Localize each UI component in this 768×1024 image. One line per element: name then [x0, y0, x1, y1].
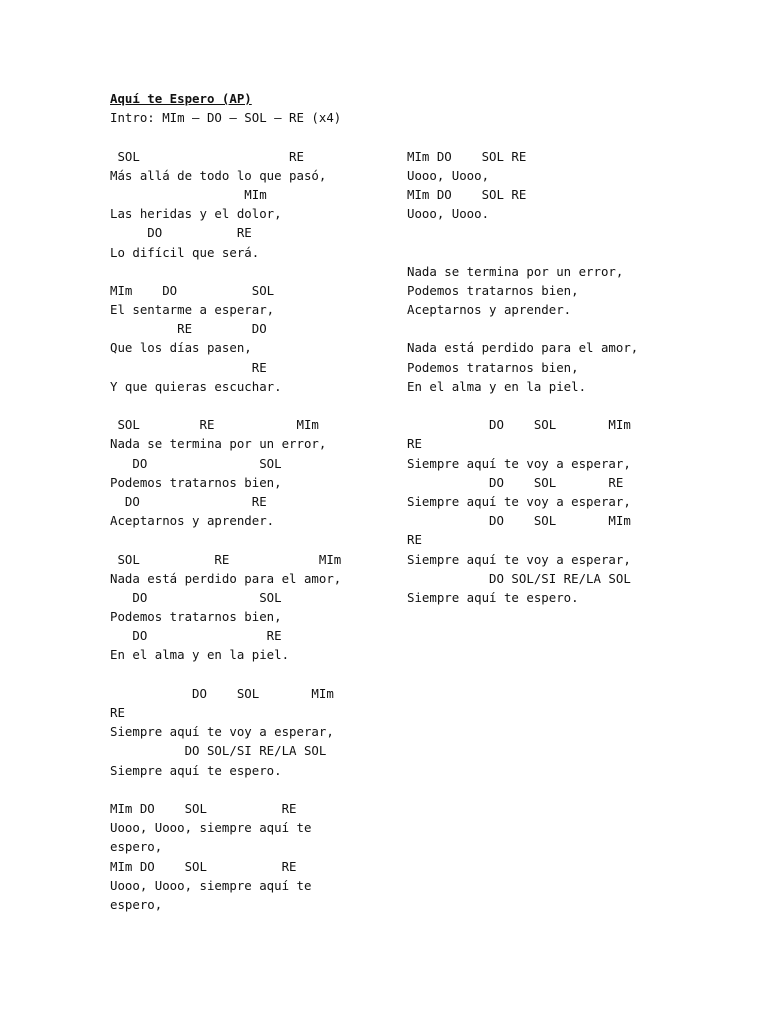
lyric-line: MIm DO SOL RE: [407, 186, 527, 202]
lyric-line: Podemos tratarnos bien,: [407, 359, 579, 375]
blank-line: [110, 262, 400, 281]
lyric-line: MIm DO SOL: [110, 282, 275, 298]
lyric-line: MIm DO SOL RE: [110, 858, 297, 874]
lyric-line: SOL RE MIm: [110, 417, 319, 433]
lyric-line: Más allá de todo lo que pasó,: [110, 167, 327, 183]
chord-line: RE: [407, 436, 422, 452]
chord-line: RE: [407, 532, 422, 548]
chord-line: DO RE: [110, 628, 282, 644]
lyric-line: Nada se termina por un error,: [407, 263, 624, 279]
lyric-line: El sentarme a esperar,: [110, 302, 275, 318]
lyric-line: espero,: [110, 896, 163, 912]
lyric-line: Las heridas y el dolor,: [110, 206, 282, 222]
chord-line: DO SOL: [110, 455, 282, 471]
intro-line: Intro: MIm – DO – SOL – RE (x4): [110, 110, 342, 126]
blank-line: [110, 665, 400, 684]
lyric-line: Podemos tratarnos bien,: [110, 474, 282, 490]
song-title: Aquí te Espero (AP): [110, 91, 252, 106]
right-column: [407, 89, 707, 607]
lyric-line: Lo difícil que será.: [110, 244, 260, 260]
lyric-line: En el alma y en la piel.: [407, 378, 587, 394]
chord-line: DO SOL: [110, 589, 282, 605]
left-lyrics: [110, 127, 400, 914]
chord-line: DO SOL/SI RE/LA SOL: [407, 570, 631, 586]
lyric-line: DO SOL MIm: [110, 685, 334, 701]
left-column: [110, 89, 400, 914]
lyric-line: Nada está perdido para el amor,: [110, 570, 342, 586]
chord-line: SOL RE: [110, 148, 304, 164]
lyric-line: DO SOL MIm: [407, 417, 631, 433]
lyric-line: Siempre aquí te voy a esperar,: [407, 455, 631, 471]
right-lyrics: [407, 89, 707, 607]
lyric-line: Uooo, Uooo, siempre aquí te: [110, 820, 312, 836]
lyric-line: Uooo, Uooo, siempre aquí te: [110, 877, 312, 893]
blank-line: [407, 319, 707, 338]
blank-line: [110, 780, 400, 799]
lyric-line: En el alma y en la piel.: [110, 647, 290, 663]
lyric-line: MIm DO SOL RE: [110, 800, 297, 816]
chord-line: DO RE: [110, 225, 252, 241]
lyric-line: MIm DO SOL RE: [407, 148, 527, 164]
lyric-line: Uooo, Uooo.: [407, 206, 490, 222]
lyric-line: Siempre aquí te voy a esperar,: [407, 493, 631, 509]
blank-line: [110, 396, 400, 415]
lyric-line: Uooo, Uooo,: [407, 167, 490, 183]
blank-line: [407, 396, 707, 415]
lyric-line: Podemos tratarnos bien,: [110, 609, 282, 625]
blank-line: [110, 127, 400, 146]
lyric-line: Aceptarnos y aprender.: [110, 513, 275, 529]
chord-line: RE: [110, 359, 267, 375]
lyric-line: Nada se termina por un error,: [110, 436, 327, 452]
chord-line: DO SOL/SI RE/LA SOL: [110, 743, 327, 759]
blank-line: [407, 89, 707, 108]
blank-line: [407, 108, 707, 127]
lyric-line: Siempre aquí te espero.: [407, 589, 579, 605]
lyric-line: Podemos tratarnos bien,: [407, 282, 579, 298]
blank-line: [110, 530, 400, 549]
lyric-line: Y que quieras escuchar.: [110, 378, 282, 394]
lyric-line: MIm: [110, 186, 267, 202]
chord-line: RE DO: [110, 321, 267, 337]
blank-line: [407, 243, 707, 262]
lyric-line: espero,: [110, 839, 163, 855]
chord-line: DO RE: [110, 493, 267, 509]
lyric-line: Siempre aquí te espero.: [110, 762, 282, 778]
lyric-line: Aceptarnos y aprender.: [407, 302, 572, 318]
lyric-line: Siempre aquí te voy a esperar,: [407, 551, 631, 567]
blank-line: [407, 223, 707, 242]
blank-line: [407, 127, 707, 146]
chord-line: DO SOL RE: [407, 474, 624, 490]
lyric-line: Siempre aquí te voy a esperar,: [110, 724, 334, 740]
lyric-line: SOL RE MIm: [110, 551, 342, 567]
lyric-line: DO SOL MIm: [407, 513, 631, 529]
lyric-line: Nada está perdido para el amor,: [407, 340, 639, 356]
chord-line: RE: [110, 705, 125, 720]
lyric-line: Que los días pasen,: [110, 340, 252, 356]
